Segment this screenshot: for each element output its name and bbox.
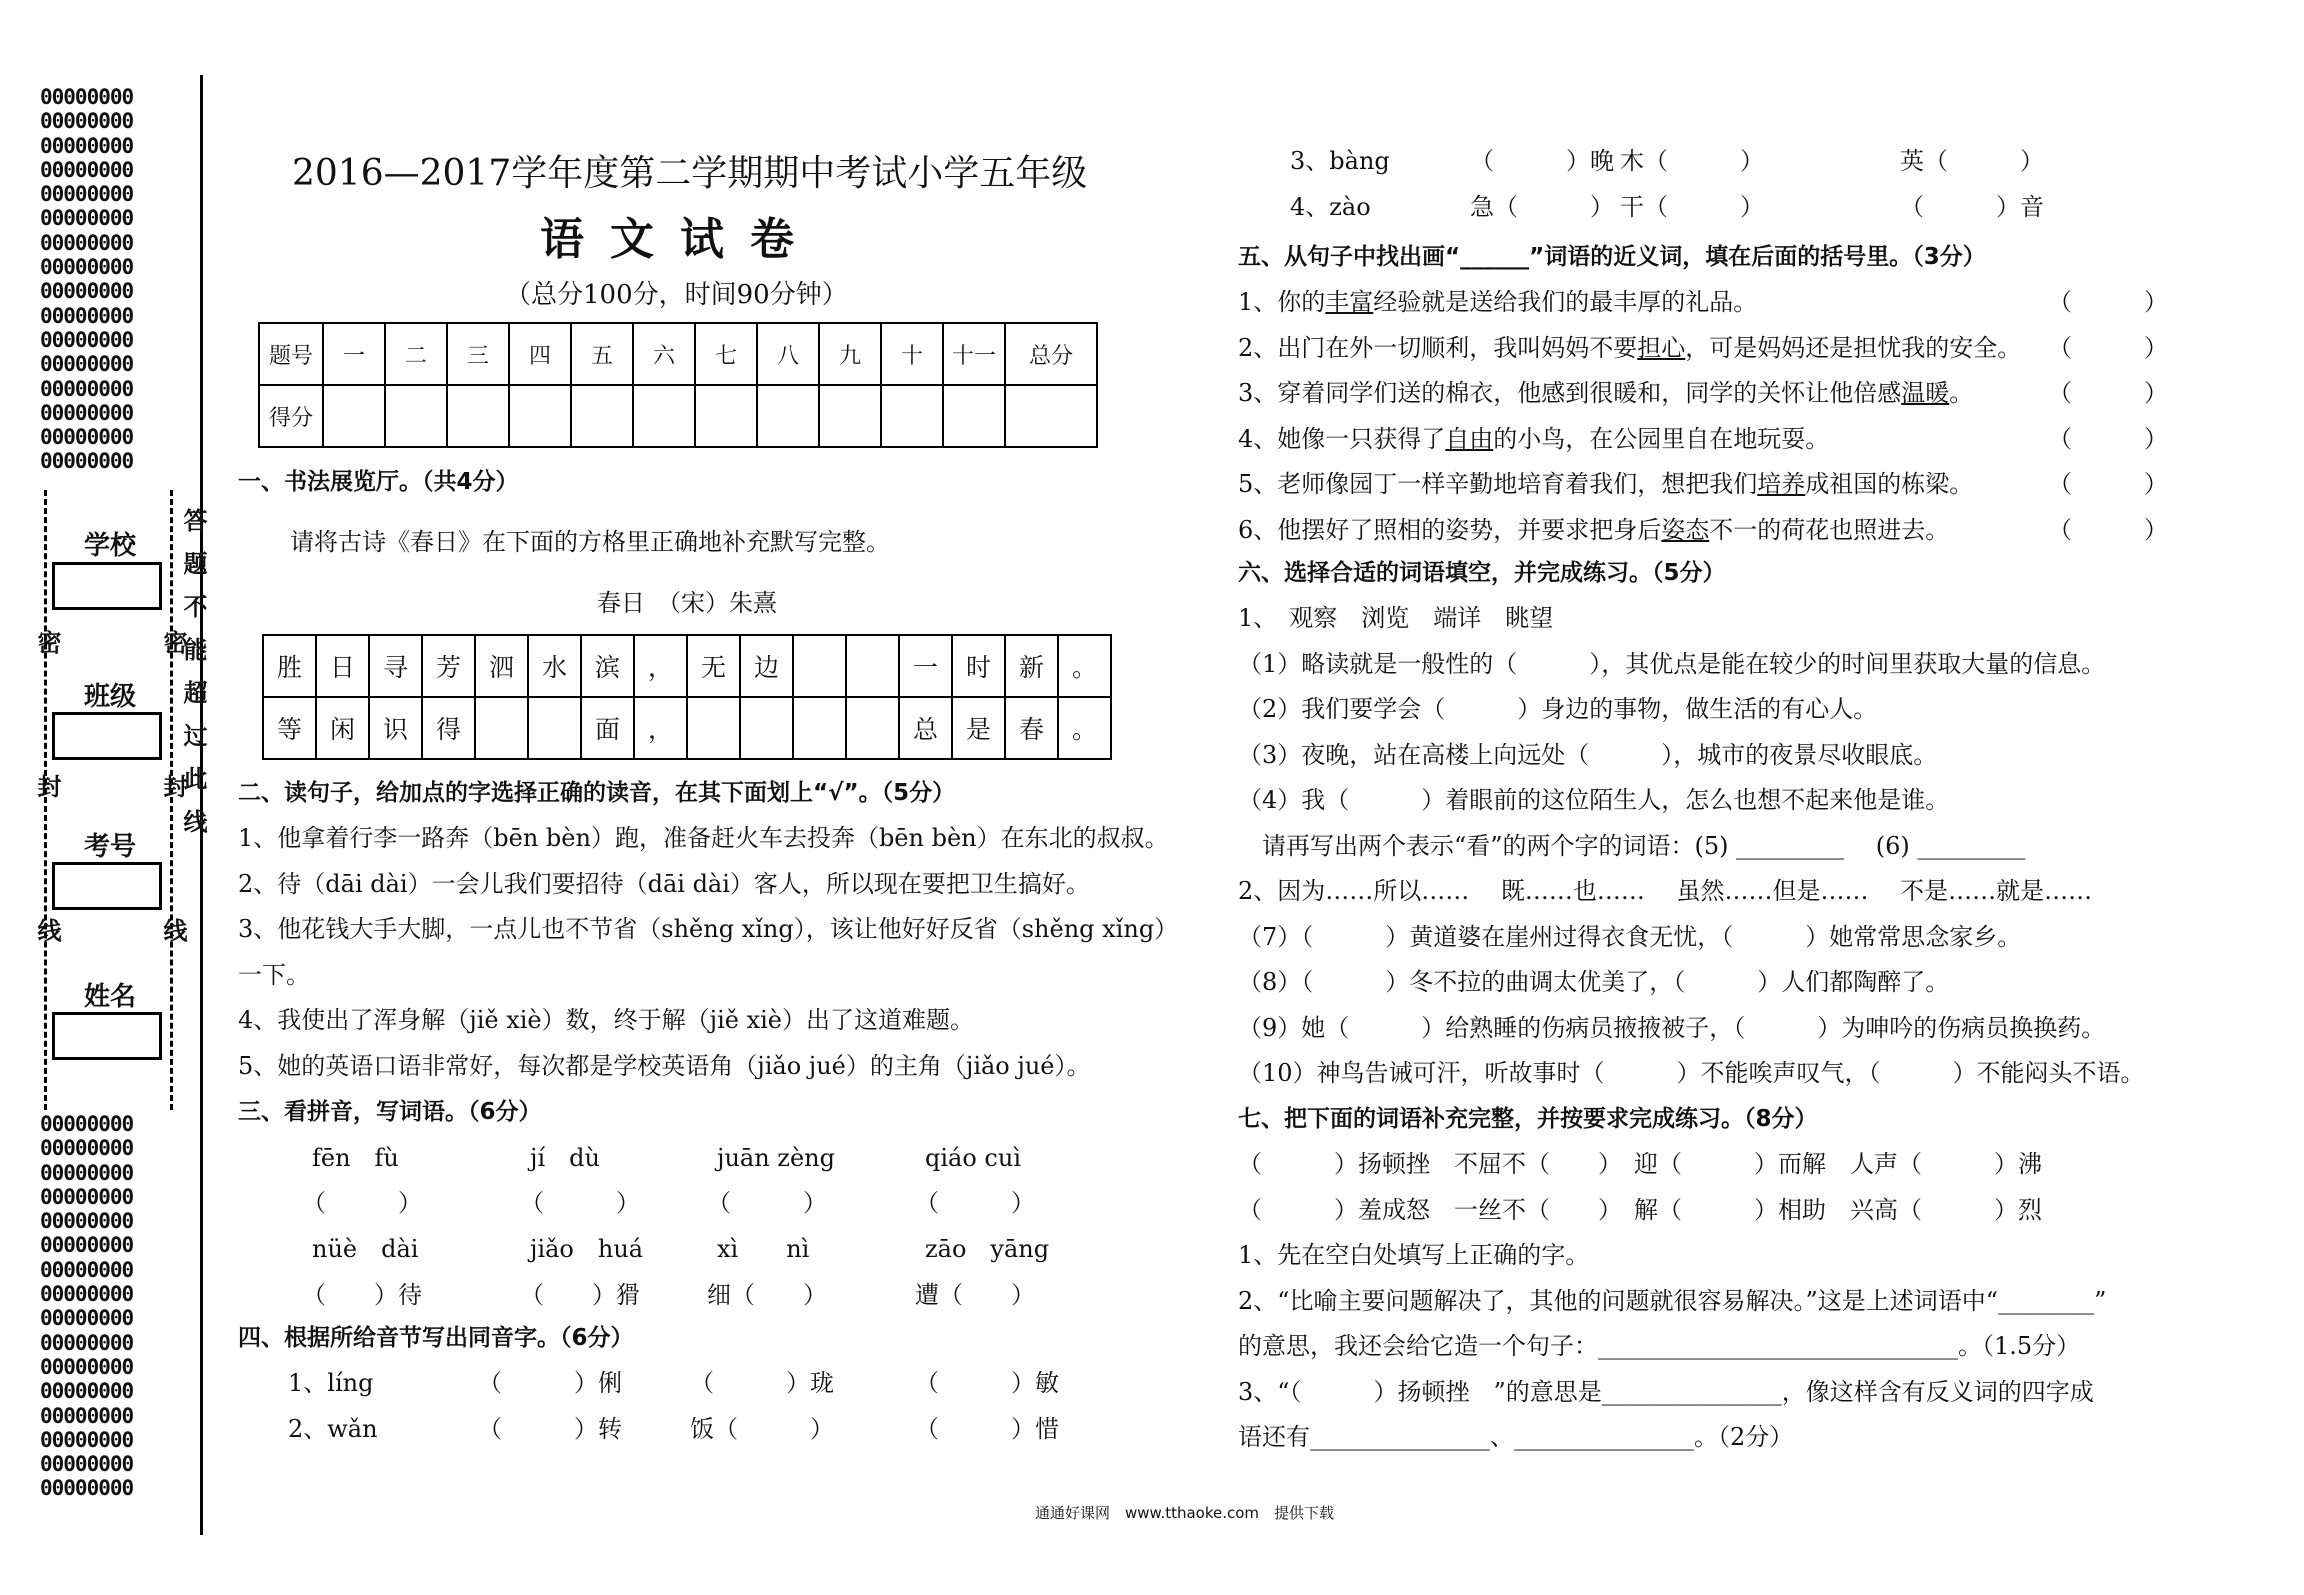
section-7-line: 2、“比喻主要问题解决了，其他的问题就很容易解决。”这是上述词语中“________” [1238, 1286, 2107, 1315]
poem-grid-cell: 时 [952, 635, 1005, 697]
score-header-cell: 十 [881, 323, 943, 385]
section-1-title: 一、书法展览厅。（共4分） [238, 469, 519, 495]
school-field[interactable] [52, 562, 162, 610]
score-header-cell: 总分 [1005, 323, 1097, 385]
poem-grid-cell: ， [634, 697, 687, 759]
line-text: 的小鸟，在公园里自在地玩耍。 [1493, 424, 1830, 453]
section-4-title: 四、根据所给音节写出同音字。（6分） [238, 1325, 634, 1351]
poem-grid-cell: 新 [1005, 635, 1058, 697]
syllable-label: 3、bàng [1290, 147, 1390, 175]
poem-grid-cell[interactable] [740, 697, 793, 759]
answer-blank[interactable]: （ ） [302, 1189, 422, 1217]
poem-grid-row-1 [263, 635, 1111, 697]
section-2-title: 二、读句子，给加点的字选择正确的读音，在其下面划上“√”。（5分） [238, 780, 956, 806]
line-text: 2、出门在外一切顺利，我叫妈妈不要 [1238, 333, 1638, 362]
section-5-title: 五、从句子中找出画“______”词语的近义词，填在后面的括号里。（3分） [1238, 244, 1986, 270]
name-label: 姓名 [84, 982, 137, 1012]
poem-grid-cell: 滨 [581, 635, 634, 697]
poem-grid-cell: 一 [899, 635, 952, 697]
subject-title: 语文试卷 [540, 214, 820, 265]
poem-grid-cell: 芳 [422, 635, 475, 697]
poem-grid-cell: 水 [528, 635, 581, 697]
line-text: 5、老师像园丁一样辛勤地培育着我们，想把我们 [1238, 470, 1758, 498]
score-cell[interactable] [1005, 385, 1097, 447]
answer-blank[interactable]: （ ） [915, 1189, 1035, 1217]
line-text: 不一的荷花也照进去。 [1709, 515, 1950, 544]
section-7-title: 七、把下面的词语补充完整，并按要求完成练习。（8分） [1238, 1106, 1818, 1132]
underlined-word: 姿态 [1661, 515, 1710, 544]
section-5-line [1238, 424, 1829, 454]
score-header-cell: 二 [385, 323, 447, 385]
score-header-row [259, 323, 1097, 385]
binding-zeros-bottom: 00000000 00000000 00000000 00000000 00000000 00000000 00000000 00000000 00000000 00000000 00000000 00000000 00000000 00000000 00000000 00000000 [40, 1112, 134, 1501]
answer-blank[interactable]: （ ）珑 [690, 1369, 834, 1397]
score-header-cell: 十一 [943, 323, 1005, 385]
class-field[interactable] [52, 712, 162, 760]
line-text: 经验就是送给我们的最丰厚的礼品。 [1373, 288, 1758, 316]
answer-blank[interactable]: 细（ ） [707, 1281, 827, 1309]
line-text: ，可是妈妈还是担忧我的安全。 [1685, 333, 2022, 362]
section-5-line [1238, 515, 1949, 545]
poem-grid-cell: 是 [952, 697, 1005, 759]
line-text: 6、他摆好了照相的姿势，并要求把身后 [1238, 515, 1662, 544]
score-cell[interactable] [757, 385, 819, 447]
underlined-word: 培养 [1757, 470, 1806, 498]
answer-blank[interactable]: （ ）惜 [915, 1414, 1059, 1443]
answer-blank[interactable]: 饭（ ） [690, 1414, 834, 1443]
answer-blank[interactable]: （ ） [2048, 470, 2168, 498]
section-7-line: 的意思，我还会给它造一个句子：______________________________。（1.5分） [1238, 1332, 2081, 1360]
section-6-line: （10）神鸟告诫可汗，听故事时（ ）不能唉声叹气，（ ）不能闷头不语。 [1238, 1059, 2145, 1087]
section-7-line: （ ）扬顿挫 不屈不（ ） 迎（ ）而解 人声（ ）沸 [1238, 1150, 2042, 1178]
line-text: 3、穿着同学们送的棉衣，他感到很暖和，同学的关怀让他倍感 [1238, 379, 1902, 407]
poem-grid-cell: 无 [687, 635, 740, 697]
section-7-line: 1、先在空白处填写上正确的字。 [1238, 1241, 1590, 1269]
score-header-cell: 三 [447, 323, 509, 385]
section-6-line: （8）（ ）冬不拉的曲调太优美了，（ ）人们都陶醉了。 [1238, 968, 1950, 996]
poem-grid-cell: 。 [1058, 635, 1111, 697]
score-cell[interactable] [943, 385, 1005, 447]
section-6-line: （3）夜晚，站在高楼上向远处（ ），城市的夜景尽收眼底。 [1238, 740, 1938, 769]
answer-blank[interactable]: 木（ ） [1620, 147, 1764, 175]
poem-grid-cell: ， [634, 635, 687, 697]
answer-blank[interactable]: 英（ ） [1900, 147, 2044, 175]
score-header-cell: 四 [509, 323, 571, 385]
underlined-word: 温暖 [1901, 379, 1950, 407]
section-6-line: 请再写出两个表示“看”的两个字的词语：(5) _________ (6) _________ [1238, 831, 2026, 860]
score-header-cell: 九 [819, 323, 881, 385]
poem-grid-cell: 面 [581, 697, 634, 759]
section-3-title: 三、看拼音，写词语。（6分） [238, 1099, 542, 1125]
score-cell[interactable] [571, 385, 633, 447]
answer-blank[interactable]: （ ）音 [1900, 192, 2044, 221]
poem-grid-cell: 得 [422, 697, 475, 759]
section-1-instruction: 请将古诗《春日》在下面的方格里正确地补充默写完整。 [290, 528, 890, 556]
pinyin-label: zāo yāng [925, 1235, 1050, 1263]
poem-grid-cell: 等 [263, 697, 316, 759]
score-row [259, 385, 1097, 447]
pinyin-label: xì nì [717, 1235, 810, 1263]
score-header-cell: 一 [323, 323, 385, 385]
section-2-line: 2、待（dāi dài）一会儿我们要招待（dāi dài）客人，所以现在要把卫生搞好。 [238, 869, 1090, 898]
name-field[interactable] [52, 1012, 162, 1060]
school-label: 学校 [84, 531, 137, 561]
score-header-cell: 五 [571, 323, 633, 385]
exam-info: （总分100分，时间90分钟） [505, 280, 848, 310]
seal-text-inner: 密封线 [159, 630, 187, 1062]
answer-blank[interactable]: （ ） [2048, 515, 2168, 544]
answer-blank[interactable]: （ ）晚 [1470, 147, 1614, 175]
score-cell[interactable] [633, 385, 695, 447]
section-7-line: 3、“（ ）扬顿挫 ”的意思是_______________，像这样含有反义词的四字成 [1238, 1377, 2094, 1406]
poem-grid-cell[interactable] [846, 635, 899, 697]
poem-grid-cell[interactable] [793, 635, 846, 697]
section-6-line: （4）我（ ）着眼前的这位陌生人，怎么也想不起来他是谁。 [1238, 786, 1950, 814]
section-6-title: 六、选择合适的词语填空，并完成练习。（5分） [1238, 560, 1726, 586]
poem-title: 春日 （宋）朱熹 [597, 589, 777, 617]
line-text: 成祖国的栋梁。 [1805, 470, 1974, 498]
pinyin-label: nüè dài [312, 1235, 419, 1263]
section-6-line: （2）我们要学会（ ）身边的事物，做生活的有心人。 [1238, 695, 1878, 723]
score-cell[interactable] [695, 385, 757, 447]
pinyin-label: fēn fù [312, 1144, 399, 1172]
section-6-line: （1）略读就是一般性的（ ），其优点是能在较少的时间里获取大量的信息。 [1238, 649, 2106, 678]
poem-grid-cell[interactable] [687, 697, 740, 759]
score-header-label: 题号 [259, 323, 323, 385]
exam-title: 2016—2017学年度第二学期期中考试小学五年级 [292, 153, 1088, 194]
answer-blank[interactable]: 急（ ） [1470, 192, 1614, 221]
answer-blank[interactable]: （ ）敏 [915, 1369, 1059, 1397]
poem-grid-cell: 胜 [263, 635, 316, 697]
underlined-word: 丰富 [1325, 288, 1374, 316]
poem-grid-row-2 [263, 697, 1111, 759]
answer-blank[interactable]: （ ）俐 [478, 1369, 622, 1397]
section-5-line [1238, 469, 1973, 499]
section-2-line: 3、他花钱大手大脚，一点儿也不节省（shěng xǐng），该让他好好反省（shěng xǐng） [238, 915, 1179, 943]
section-5-line [1238, 287, 1757, 317]
line-text: 4、她像一只获得了 [1238, 424, 1446, 453]
seal-text-right: 答题不能超过此线 [179, 508, 207, 852]
answer-blank[interactable]: （ ）猾 [520, 1281, 640, 1309]
answer-blank[interactable]: （ ） [520, 1189, 640, 1217]
poem-grid-cell[interactable] [528, 697, 581, 759]
section-6-line: 1、 观察 浏览 端详 眺望 [1238, 604, 1554, 632]
section-6-line: （9）她（ ）给熟睡的伤病员掖掖被子，（ ）为呻吟的伤病员换换药。 [1238, 1013, 2106, 1042]
score-cell[interactable] [881, 385, 943, 447]
binding-zeros-top: 00000000 00000000 00000000 00000000 00000000 00000000 00000000 00000000 00000000 00000000 00000000 00000000 00000000 00000000 00000000 00000000 [40, 85, 134, 474]
poem-grid-cell: 日 [316, 635, 369, 697]
line-text: 。 [1949, 379, 1974, 407]
poem-grid-cell: 泗 [475, 635, 528, 697]
score-cell[interactable] [323, 385, 385, 447]
answer-blank[interactable]: （ ） [2048, 379, 2168, 407]
answer-blank[interactable]: （ ）转 [478, 1414, 622, 1443]
section-6-line: （7）（ ）黄道婆在崖州过得衣食无忧，（ ）她常常思念家乡。 [1238, 922, 2022, 951]
answer-blank[interactable]: （ ） [707, 1189, 827, 1217]
seal-text-left: 密封线 [33, 630, 61, 1062]
underlined-word: 自由 [1445, 424, 1494, 453]
class-label: 班级 [84, 682, 137, 712]
poem-grid-cell: 寻 [369, 635, 422, 697]
score-cell[interactable] [447, 385, 509, 447]
syllable-label: 4、zào [1290, 192, 1371, 221]
score-row-label: 得分 [259, 385, 323, 447]
answer-blank[interactable]: （ ）待 [302, 1281, 422, 1309]
score-cell[interactable] [819, 385, 881, 447]
answer-blank[interactable]: 干（ ） [1620, 192, 1764, 221]
section-6-line: 2、因为……所以…… 既……也…… 虽然……但是…… 不是……就是…… [1238, 877, 2093, 905]
poem-grid [262, 634, 1112, 760]
exam-number-field[interactable] [52, 862, 162, 910]
poem-grid-cell[interactable] [475, 697, 528, 759]
section-2-line: 4、我使出了浑身解（jiě xiè）数，终于解（jiě xiè）出了这道难题。 [238, 1006, 974, 1034]
section-7-line: （ ）羞成怒 一丝不（ ） 解（ ）相助 兴高（ ）烈 [1238, 1195, 2042, 1224]
syllable-label: 2、wǎn [288, 1414, 378, 1443]
score-cell[interactable] [509, 385, 571, 447]
syllable-label: 1、líng [288, 1369, 374, 1397]
answer-blank[interactable]: （ ） [2048, 333, 2168, 362]
poem-grid-cell: 春 [1005, 697, 1058, 759]
section-2-line: 5、她的英语口语非常好，每次都是学校英语角（jiǎo jué）的主角（jiǎo jué）。 [238, 1051, 1091, 1080]
poem-grid-cell: 边 [740, 635, 793, 697]
poem-grid-cell: 总 [899, 697, 952, 759]
poem-grid-cell: 。 [1058, 697, 1111, 759]
answer-blank[interactable]: （ ） [2048, 288, 2168, 316]
score-header-cell: 八 [757, 323, 819, 385]
section-2-line: 一下。 [238, 960, 310, 989]
section-5-line [1238, 333, 2021, 363]
score-header-cell: 六 [633, 323, 695, 385]
exam-number-label: 考号 [84, 832, 137, 862]
poem-grid-cell[interactable] [846, 697, 899, 759]
score-header-cell: 七 [695, 323, 757, 385]
pinyin-label: juān zèng [717, 1144, 835, 1172]
answer-blank[interactable]: （ ） [2048, 424, 2168, 453]
footer-credit: 通通好课网 www.tthaoke.com 提供下载 [1035, 1504, 1335, 1522]
score-table [258, 322, 1098, 448]
section-5-line [1238, 378, 1973, 408]
poem-grid-cell[interactable] [793, 697, 846, 759]
pinyin-label: qiáo cuì [925, 1144, 1021, 1172]
pinyin-label: jí dù [530, 1144, 600, 1172]
answer-blank[interactable]: 遭（ ） [915, 1281, 1035, 1309]
section-2-line: 1、他拿着行李一路奔（bēn bèn）跑，准备赶火车去投奔（bēn bèn）在东北的叔叔。 [238, 824, 1169, 852]
poem-grid-cell: 闲 [316, 697, 369, 759]
underlined-word: 担心 [1637, 333, 1686, 362]
line-text: 1、你的 [1238, 288, 1326, 316]
section-7-line: 语还有_______________、_______________。（2分） [1238, 1423, 1794, 1451]
pinyin-label: jiǎo huá [530, 1235, 644, 1263]
score-cell[interactable] [385, 385, 447, 447]
poem-grid-cell: 识 [369, 697, 422, 759]
